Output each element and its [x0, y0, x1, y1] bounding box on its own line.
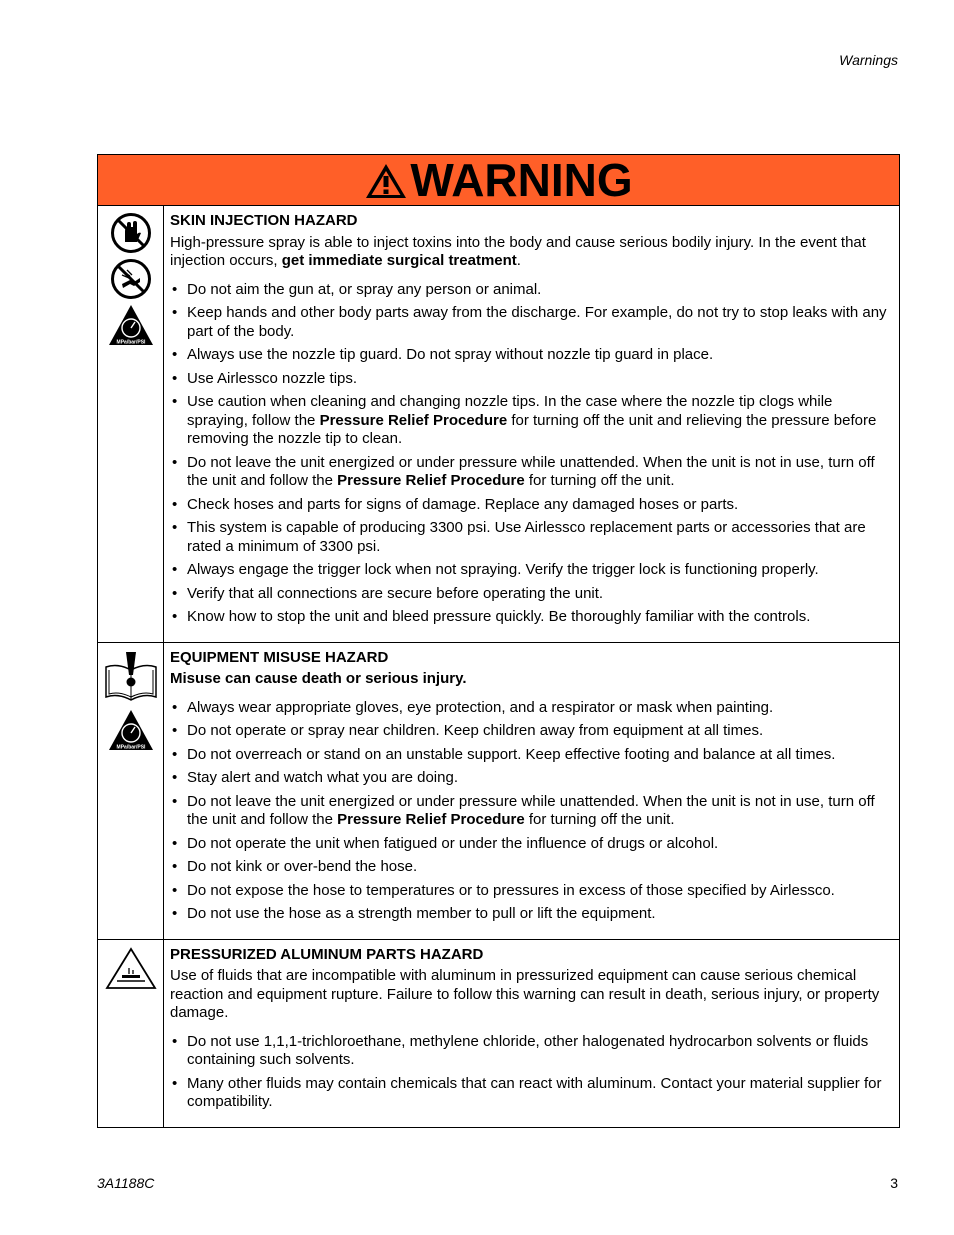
bullet-item: • Do not expose the hose to temperatures or to pressures in excess of those specified by Airlessco.	[170, 882, 891, 901]
pressure-gauge-icon	[108, 304, 154, 346]
page-number: 3	[890, 1175, 898, 1191]
no-spray-at-body-icon	[110, 258, 152, 300]
bullet-list	[170, 281, 891, 627]
bullet-item: • Do not overreach or stand on an unstable support. Keep effective footing and balance at all times.	[170, 746, 891, 765]
section-intro: Misuse can cause death or serious injury.	[170, 670, 467, 687]
bullet-item: • Always wear appropriate gloves, eye protection, and a respirator or mask when painting.	[170, 699, 891, 718]
bullet-item: • Know how to stop the unit and bleed pressure quickly. Be thoroughly familiar with the controls.	[170, 608, 891, 627]
bullet-item: • Do not use the hose as a strength member to pull or lift the equipment.	[170, 905, 891, 924]
gauge-label: MPa/bar/PSI	[116, 339, 145, 346]
section-title: PRESSURIZED ALUMINUM PARTS HAZARD	[170, 945, 484, 963]
bullet-item: • Use Airlessco nozzle tips.	[170, 370, 891, 389]
running-header: Warnings	[839, 52, 898, 68]
bullet-item: • Do not operate or spray near children. Keep children away from equipment at all times.	[170, 722, 891, 741]
skin-injection-section	[98, 206, 899, 643]
bullet-item: • Always use the nozzle tip guard. Do not spray without nozzle tip guard in place.	[170, 346, 891, 365]
bullet-item: • Keep hands and other body parts away from the discharge. For example, do not try to stop leaks with any part of the body.	[170, 304, 891, 341]
bullet-list	[170, 699, 891, 924]
section-title: EQUIPMENT MISUSE HAZARD	[170, 648, 389, 666]
section-icons	[98, 643, 164, 939]
aluminum-parts-section	[98, 940, 899, 1127]
bullet-item: • Do not kink or over-bend the hose.	[170, 858, 891, 877]
bullet-item: • Do not leave the unit energized or under pressure while unattended. When the unit is not in use, turn off the unit and follow the Pressure Relief Procedure for turning off the unit.	[170, 793, 891, 830]
bullet-item: • Check hoses and parts for signs of damage. Replace any damaged hoses or parts.	[170, 496, 891, 515]
section-intro: High-pressure spray is able to inject toxins into the body and cause serious bodily injury. In the event that injection occurs, get immediate surgical treatment.	[170, 233, 866, 269]
equipment-misuse-section	[98, 643, 899, 940]
bullet-item: • Do not aim the gun at, or spray any person or animal.	[170, 281, 891, 300]
section-icons	[98, 206, 164, 642]
read-manual-icon	[103, 649, 159, 705]
no-hand-icon	[110, 212, 152, 254]
section-intro: Use of fluids that are incompatible with aluminum in pressurized equipment can cause serious chemical reaction and equipment rupture. Failure to follow this warning can result in death, serious injury, or property damage.	[170, 967, 880, 1021]
section-icons	[98, 940, 164, 1127]
warning-box	[97, 154, 900, 1128]
document-number: 3A1188C	[97, 1175, 155, 1191]
pressure-gauge-icon	[108, 709, 154, 751]
section-content	[164, 940, 899, 1127]
warning-banner	[98, 155, 899, 206]
warning-title: WARNING	[410, 154, 633, 206]
bullet-list	[170, 1033, 891, 1112]
bullet-item: • Stay alert and watch what you are doing.	[170, 769, 891, 788]
bullet-item: • This system is capable of producing 3300 psi. Use Airlessco replacement parts or accessories that are rated a minimum of 3300 psi.	[170, 519, 891, 556]
bullet-item: • Many other fluids may contain chemicals that can react with aluminum. Contact your material supplier for compatibility.	[170, 1075, 891, 1112]
warning-triangle-icon	[364, 162, 408, 200]
gauge-label: MPa/bar/PSI	[116, 744, 145, 750]
bullet-item: • Always engage the trigger lock when not spraying. Verify the trigger lock is functioning properly.	[170, 561, 891, 580]
bullet-item: • Verify that all connections are secure before operating the unit.	[170, 585, 891, 604]
bullet-item: • Do not leave the unit energized or under pressure while unattended. When the unit is not in use, turn off the unit and follow the Pressure Relief Procedure for turning off the unit.	[170, 454, 891, 491]
section-content	[164, 206, 899, 642]
bullet-item: • Do not operate the unit when fatigued or under the influence of drugs or alcohol.	[170, 835, 891, 854]
section-title: SKIN INJECTION HAZARD	[170, 212, 358, 229]
bullet-item: • Do not use 1,1,1-trichloroethane, methylene chloride, other halogenated hydrocarbon solvents or fluids containing such solvents.	[170, 1033, 891, 1070]
chemical-reaction-icon	[105, 946, 157, 990]
bullet-item: • Use caution when cleaning and changing nozzle tips. In the case where the nozzle tip clogs while spraying, follow the Pressure Relief Procedure for turning off the unit and relieving the pressure before removing the nozzle tip to clean.	[170, 393, 891, 449]
section-content	[164, 643, 899, 939]
